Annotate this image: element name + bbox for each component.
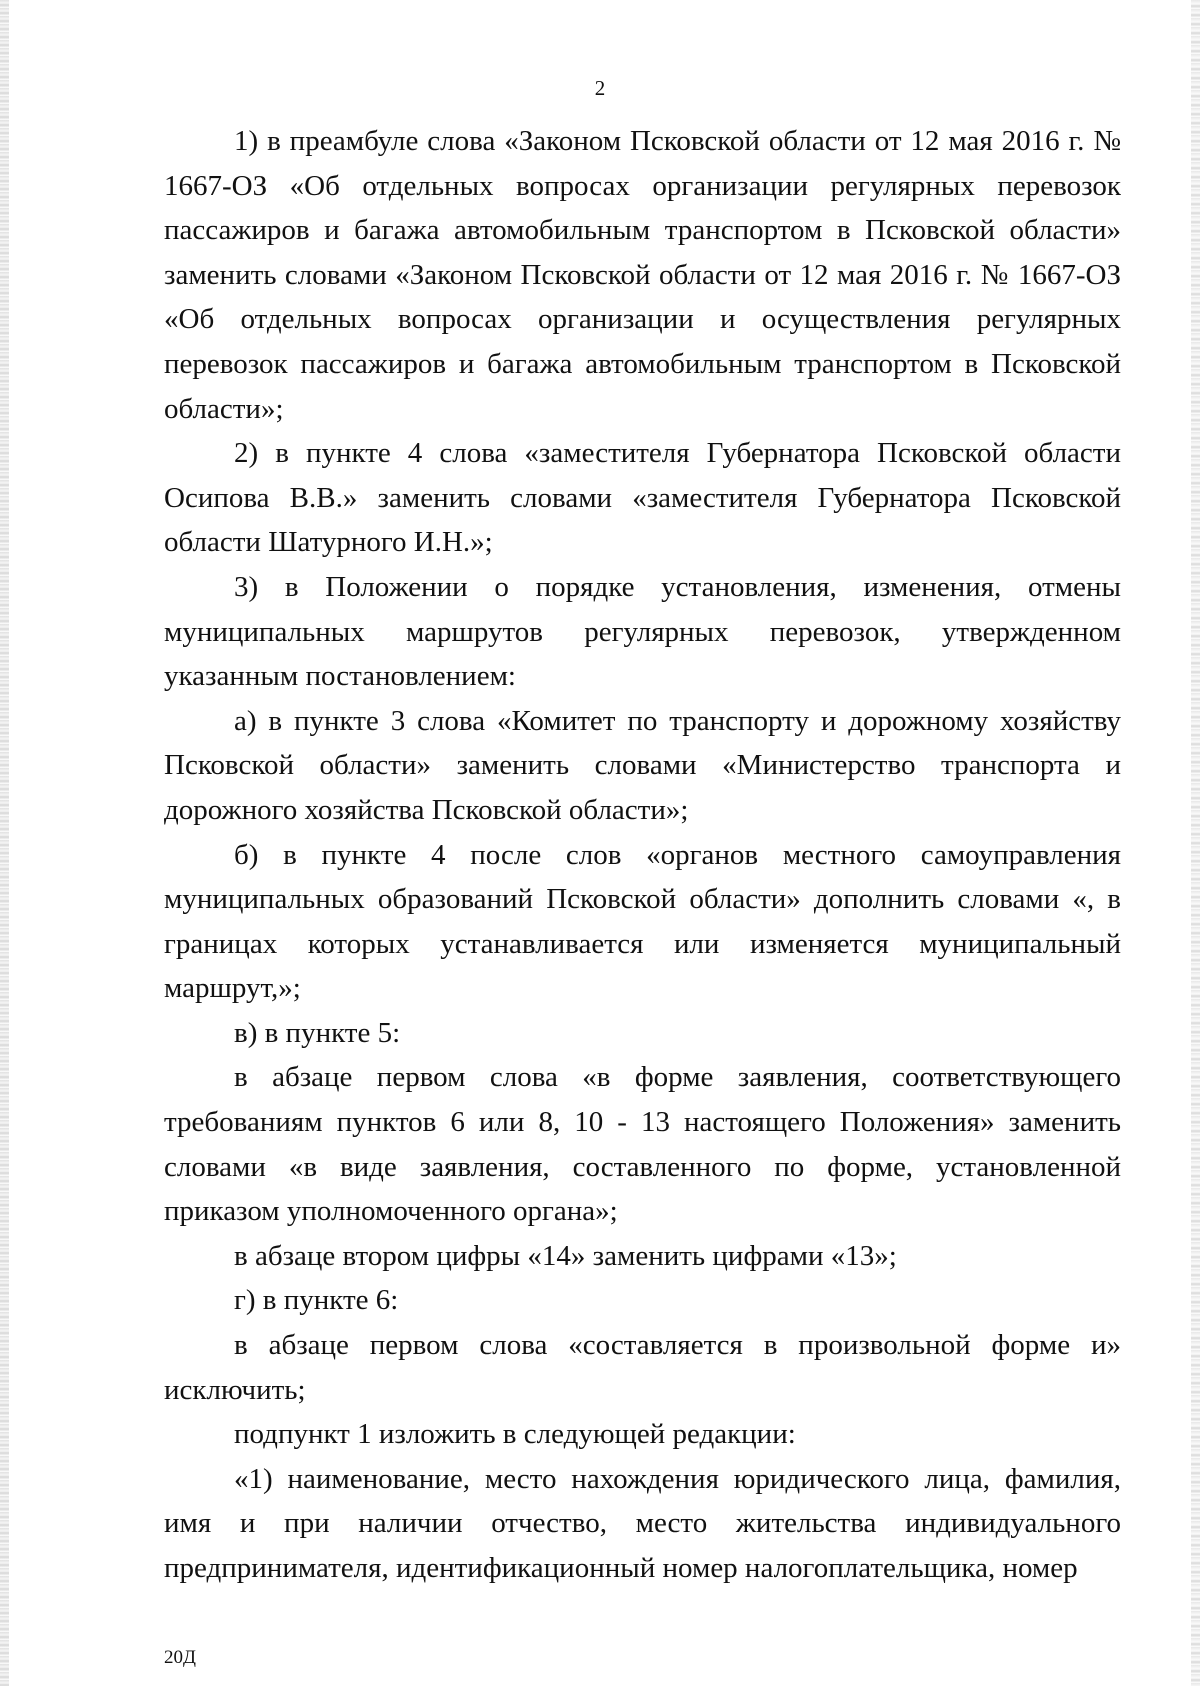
paragraph-subitem-a: а) в пункте 3 слова «Комитет по транспорту и дорожному хозяйству Псковской области» заменить словами «Министерство транспорта и дорожного хозяйства Псковской области»; [164,704,1121,826]
paragraph-item-5-second-abzac: в абзаце втором цифры «14» заменить цифрами «13»; [234,1239,897,1272]
scan-edge-left [0,0,9,1686]
paragraph-subitem-v: в) в пункте 5: [234,1016,401,1049]
footer-code: 20Д [164,1647,196,1668]
paragraph-item-6-subitem-1-text: «1) наименование, место нахождения юридического лица, фамилия, имя и при наличии отчество, место жительства индивидуального предпринимателя, идентификационный номер налогоплательщика, номер [164,1462,1121,1584]
paragraph-subitem-b: б) в пункте 4 после слов «органов местного самоуправления муниципальных образований Псковской области» дополнить словами «, в границах которых устанавливается или изменяется муниципальный маршрут,»; [164,838,1121,1005]
document-body [164,119,1121,1591]
paragraph-item-6-first-abzac: в абзаце первом слова «составляется в произвольной форме и» исключить; [164,1329,1121,1406]
paragraph-regulation-amendments: 3) в Положении о порядке установления, изменения, отмены муниципальных маршрутов регулярных перевозок, утвержденном указанным постановлением: [164,570,1121,693]
page-number: 2 [594,76,606,100]
scan-edge-right [1191,0,1200,1686]
paragraph-preamble-amendment: 1) в преамбуле слова «Законом Псковской области от 12 мая 2016 г. № 1667-ОЗ «Об отдельных вопросах организации регулярных перевозок пассажиров и багажа автомобильным транспортом в Псковской области» заменить словами «Законом Псковской области от 12 мая 2016 г. № 1667-ОЗ «Об отдельных вопросах организации и осуществления регулярных перевозок пассажиров и багажа автомобильным транспортом в Псковской области»; [164,125,1121,425]
paragraph-item-6-subitem-1-intro: подпункт 1 изложить в следующей редакции: [234,1418,796,1451]
paragraph-item-5-first-abzac: в абзаце первом слова «в форме заявления, соответствующего требованиям пунктов 6 или 8, 10 - 13 настоящего Положения» заменить словами «в виде заявления, составленного по форме, установленной приказом уполномоченного органа»; [164,1061,1121,1228]
paragraph-subitem-g: г) в пункте 6: [234,1284,399,1317]
paragraph-item-4-amendment: 2) в пункте 4 слова «заместителя Губернатора Псковской области Осипова В.В.» заменить словами «заместителя Губернатора Псковской области Шатурного И.Н.»; [164,437,1121,559]
